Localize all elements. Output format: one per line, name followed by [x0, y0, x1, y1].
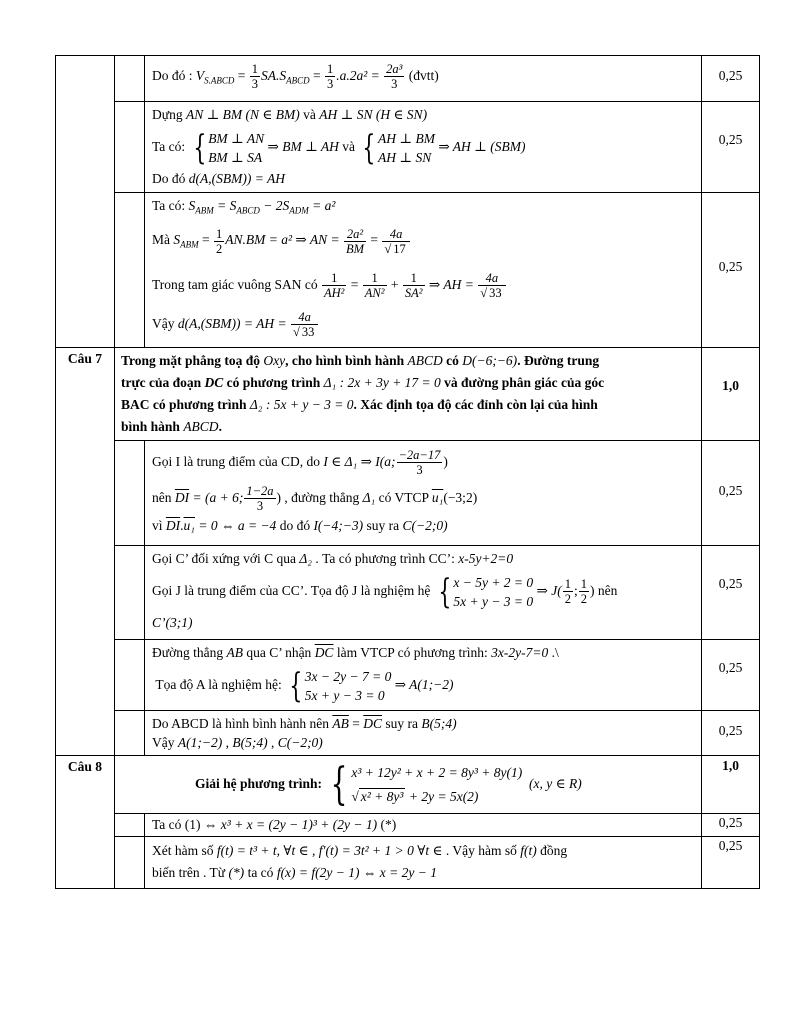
score-cell: 0,25 — [702, 192, 760, 347]
content-cell: Dựng AN ⊥ BM (N ∈ BM) và AH ⊥ SN (H ∈ SN) Ta có: { BM ⊥ AN BM ⊥ SA ⇒ BM ⊥ AH và { AH ⊥ BM AH ⊥ SN ⇒ AH ⊥ (SBM) Do đó d(A,(SBM)) = AH — [145, 101, 702, 192]
table-row — [56, 545, 760, 639]
content-cell: Ta có: $S_{ABM} = S_{ABCD} - 2S_{ADM} = a^2$ Mà $S_{ABM}$ = $\frac{1}{2}$ AN.BM = a² ⇒ AN = $\frac{\text{2a²}}{BM}$ = $\frac{4a}{√ 17}$ Trong tam giác vuông SAN có $\frac{1}{\text{AH²}}$ = $\frac{1}{\text{AN²}}$ + $\frac{1}{\text{SA²}}$ ⇒ AH = $\frac{4a}{√ 33}$ Vậy d(A,(SBM)) = AH = $\frac{4a}{√ 33}$ — [145, 192, 702, 347]
sub-cell — [115, 639, 145, 710]
table-row — [56, 347, 760, 440]
answer-table — [55, 55, 760, 889]
sub-cell — [115, 836, 145, 888]
table-row — [56, 836, 760, 888]
content-cell: Gọi C’ đối xứng với C qua Δ₂ . Ta có phương trình CC’: x-5y+2=0 Gọi J là trung điểm của CC’. Tọa độ J là nghiệm hệ { x − 5y + 2 = 0 5x + y − 3 = 0 ⇒ J( $\frac{1}{2}$ ; $\frac{1}{2}$ ) nên C’(3;1) — [145, 545, 702, 639]
table-row — [56, 192, 760, 347]
question-text: Trong mặt phẳng toạ độ Oxy, cho hình bình hành ABCD có D(−6;−6). Đường trung trực của đoạn DC có phương trình Δ₁ : 2x + 3y + 17 = 0 và đường phân giác của góc BAC có phương trình Δ₂ : 5x + y − 3 = 0. Xác định tọa độ các đỉnh còn lại của hình bình hành ABCD. — [115, 347, 702, 440]
score-cell: 0,25 — [702, 836, 760, 888]
fraction: $\frac{1}{3}$ — [251, 62, 258, 92]
sub-cell — [115, 440, 145, 545]
table-row — [56, 101, 760, 192]
score-cell: 1,0 — [702, 347, 760, 440]
table-row — [56, 813, 760, 836]
content-cell: Do ABCD là hình bình hành nên $\overline{AB} = \overline{DC}$ suy ra B(5;4) Vậy A(1;−2) , B(5;4) , C(−2;0) — [145, 710, 702, 755]
question-label: Câu 7 — [56, 347, 115, 755]
table-row — [56, 639, 760, 710]
content-cell: Do đó : $V_{S.ABCD}$ = $\frac{1}{3}$ $SA.S_{ABCD}$ = $\frac{1}{3}$ .a.2a² = $\frac{\text{2a³}}{3}$ (đvtt) — [145, 56, 702, 102]
score-cell: 0,25 — [702, 440, 760, 545]
score-cell: 0,25 — [702, 56, 760, 102]
fraction: $\frac{\text{2a³}}{3}$ — [386, 62, 403, 92]
equation-system: { AH ⊥ BM AH ⊥ SN — [362, 127, 435, 168]
score-cell: 0,25 — [702, 101, 760, 192]
score-cell: 0,25 — [702, 545, 760, 639]
sub-cell — [115, 101, 145, 192]
table-row — [56, 56, 760, 102]
fraction: $\frac{1}{3}$ — [327, 62, 334, 92]
score-cell: 1,0 — [702, 755, 760, 813]
equation-system: { 3x − 2y − 7 = 0 5x + y − 3 = 0 — [289, 665, 392, 706]
sub-cell — [115, 56, 145, 102]
score-cell: 0,25 — [702, 639, 760, 710]
sub-cell — [115, 192, 145, 347]
content-cell: Đường thẳng AB qua C’ nhận $\overline{DC}$ làm VTCP có phương trình: 3x-2y-7=0 .\ Tọa độ A là nghiệm hệ: { 3x − 2y − 7 = 0 5x + y − 3 = 0 ⇒ A(1;−2) — [145, 639, 702, 710]
equation-system: { BM ⊥ AN BM ⊥ SA — [192, 127, 265, 168]
table-row — [56, 710, 760, 755]
table-row — [56, 440, 760, 545]
equation-system: { x³ + 12y² + x + 2 = 8y³ + 8y(1) √ x² + 8y³ + 2y = 5x(2) — [330, 758, 523, 810]
sub-cell — [115, 710, 145, 755]
score-cell: 0,25 — [702, 813, 760, 836]
content-cell: Gọi I là trung điểm của CD, do I ∈ Δ₁ ⇒ I(a; $\frac{-2a-17}{3}$ ) nên $\overline{DI} = (a + 6$; $\frac{1-2a}{3}$ ) , đường thẳng Δ₁ có VTCP u₁(−3;2) vì $\overline{DI}.u_1 = 0$ ⇔ a = −4 do đó I(−4;−3) suy ra C(−2;0) — [145, 440, 702, 545]
question-cell — [56, 56, 115, 348]
score-cell: 0,25 — [702, 710, 760, 755]
sub-cell — [115, 545, 145, 639]
table-row — [56, 755, 760, 813]
equation-system: { x − 5y + 2 = 0 5x + y − 3 = 0 — [438, 571, 534, 612]
question-label: Câu 8 — [56, 755, 115, 888]
question-text: Giải hệ phương trình: { x³ + 12y² + x + 2 = 8y³ + 8y(1) √ x² + 8y³ + 2y = 5x(2) (x, y ∈ R) — [115, 755, 702, 813]
sub-cell — [115, 813, 145, 836]
content-cell: Ta có (1) ⇔ x³ + x = (2y − 1)³ + (2y − 1) (*) — [145, 813, 702, 836]
content-cell: Xét hàm số f(t) = t³ + t, ∀t ∈ , f′(t) = 3t² + 1 > 0 ∀t ∈ . Vậy hàm số f(t) đồng biến trên . Từ (*) ta có f(x) = f(2y − 1) ⇔ x = 2y − 1 — [145, 836, 702, 888]
